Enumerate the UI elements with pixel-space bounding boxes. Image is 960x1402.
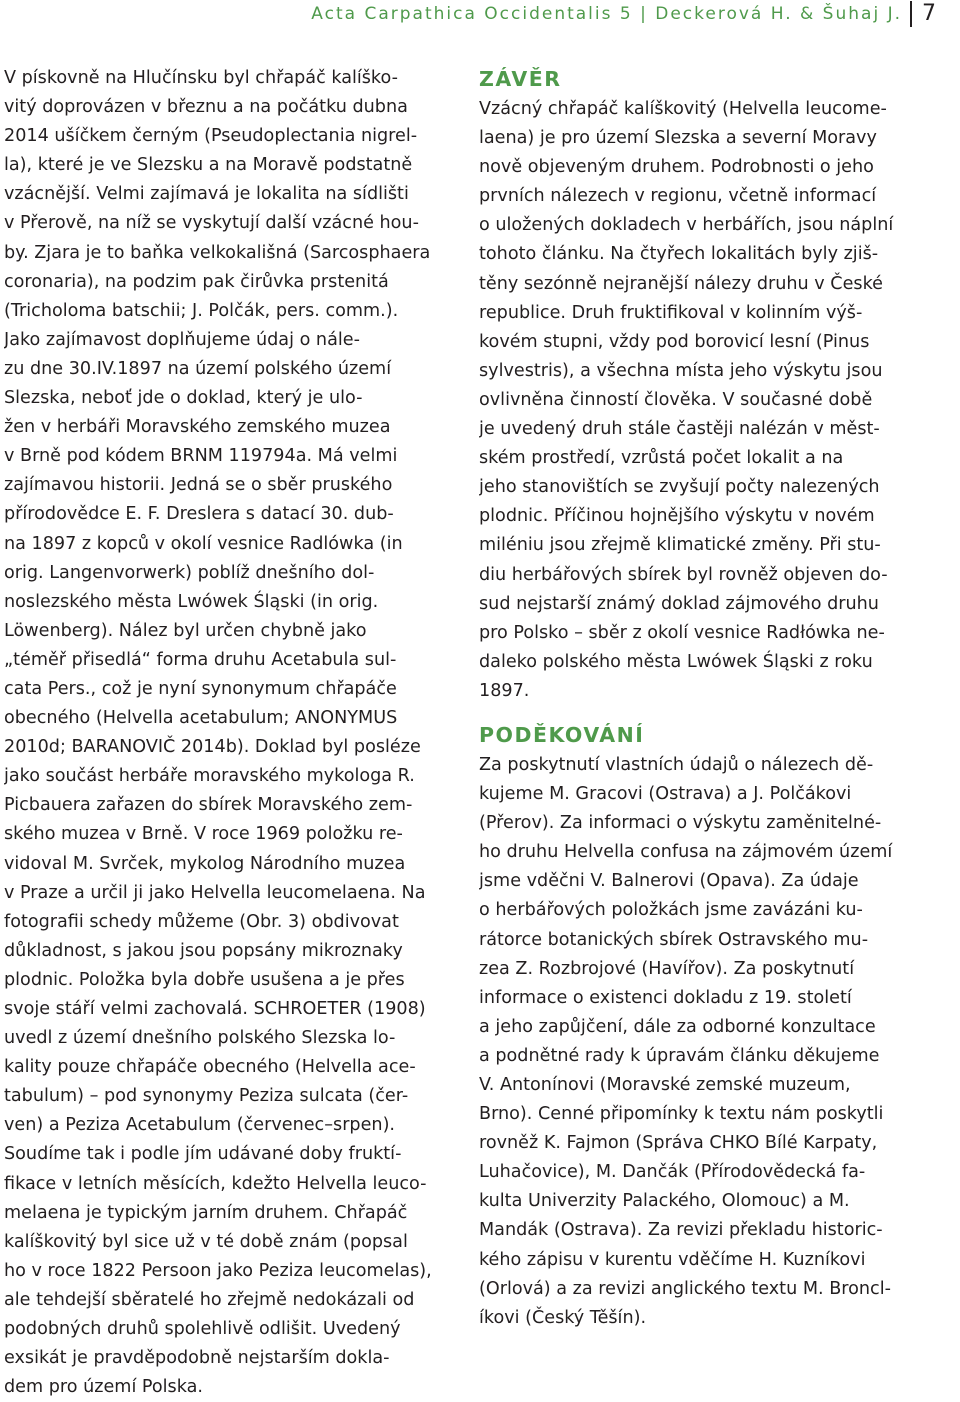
acknowledgement-line: kého zápisu v kurentu vděčíme H. Kuzníkovi — [479, 1249, 866, 1270]
acknowledgement-line: Za poskytnutí vlastních údajů o nálezech dě- — [479, 754, 874, 775]
conclusion-line: pro Polsko – sběr z okolí vesnice Radłówka ne- — [479, 622, 885, 643]
text-line: 2014 ušíčkem černým (Pseudoplectania nigrel- — [4, 126, 418, 147]
conclusion-line: diu herbářových sbírek byl rovněž objeven do- — [479, 564, 888, 585]
text-line: coronaria), na podzim pak čirůvka prstenitá — [4, 271, 389, 292]
text-line: (Tricholoma batschii; J. Polčák, pers. comm.). — [4, 300, 399, 321]
text-line: důkladnost, s jakou jsou popsány mikroznaky — [4, 940, 403, 961]
text-line: Jako zajímavost doplňujeme údaj o nále- — [4, 329, 360, 350]
page-header — [0, 0, 960, 40]
conclusion-line: sylvestris), a všechna místa jeho výskytu jsou — [479, 360, 883, 381]
text-line: 2010d; BARANOVIČ 2014b). Doklad byl posléze — [4, 737, 421, 758]
text-line: ale tehdejší sběratelé ho zřejmě nedokázali od — [4, 1289, 415, 1310]
text-line: orig. Langenvorwerk) poblíž dnešního dol- — [4, 562, 375, 583]
text-line: podobných druhů spolehlivě odlišit. Uvedený — [4, 1319, 401, 1340]
acknowledgement-line: íkovi (Český Těšín). — [479, 1307, 647, 1328]
text-line: kalíškovitý byl sice už v té době znám (popsal — [4, 1231, 408, 1252]
text-line: la), které je ve Slezsku a na Moravě podstatně — [4, 155, 413, 176]
conclusion-line: ovlivněna činností člověka. V současné době — [479, 389, 873, 410]
text-line: ského muzea v Brně. V roce 1969 položku re- — [4, 824, 403, 845]
conclusion-line: 1897. — [479, 680, 530, 701]
conclusion-line: jeho stanovištích se zvyšují počty nalezených — [479, 477, 880, 498]
text-line: přírodovědce E. F. Dreslera s datací 30. dub- — [4, 504, 394, 525]
text-line: „téměř přisedlá“ forma druhu Acetabula sul- — [4, 649, 397, 670]
conclusion-line: laena) je pro území Slezska a severní Moravy — [479, 128, 877, 149]
acknowledgement-line: informace o existenci dokladu z 19. století — [479, 987, 852, 1008]
text-line: vidoval M. Svrček, mykolog Národního muzea — [4, 853, 406, 874]
text-line: vzácnější. Velmi zajímavá je lokalita na sídlišti — [4, 184, 409, 205]
text-line: by. Zjara je to baňka velkokališná (Sarcosphaera — [4, 242, 431, 263]
text-line: plodnic. Položka byla dobře usušena a je přes — [4, 969, 405, 990]
text-line: v Brně pod kódem BRNM 119794a. Má velmi — [4, 446, 398, 467]
text-line: cata Pers., což je nyní synonymum chřapáče — [4, 678, 397, 699]
left-column — [4, 64, 449, 1402]
conclusion-heading: ZÁVĚR — [479, 67, 562, 91]
text-line: fikace v letních měsících, kdežto Helvella leuco- — [4, 1173, 427, 1194]
section-spacer — [479, 706, 919, 720]
acknowledgement-line: Brno). Cenné připomínky k textu nám poskytli — [479, 1104, 884, 1125]
conclusion-line: o uložených dokladech v herbářích, jsou náplní — [479, 215, 894, 236]
acknowledgement-line: jsme vděčni V. Balnerovi (Opava). Za údaje — [479, 871, 859, 892]
text-line: Slezska, neboť jde o doklad, který je ulo- — [4, 388, 363, 409]
page-number: 7 — [910, 1, 936, 27]
acknowledgement-heading: PODĚKOVÁNÍ — [479, 722, 645, 747]
acknowledgement-line: kulta Univerzity Palackého, Olomouc) a M. — [479, 1191, 850, 1212]
conclusion-line: plodnic. Příčinou hojnějšího výskytu v novém — [479, 506, 875, 527]
text-line: melaena je typickým jarním druhem. Chřapáč — [4, 1202, 408, 1223]
conclusion-line: nově objeveným druhem. Podrobnosti o jeho — [479, 157, 874, 178]
text-line: obecného (Helvella acetabulum; ANONYMUS — [4, 708, 398, 729]
text-line: žen v herbáři Moravského zemského muzea — [4, 417, 391, 438]
text-line: svoje stáří velmi zachovalá. SCHROETER (1908) — [4, 999, 426, 1019]
acknowledgement-line: kujeme M. Gracovi (Ostrava) a J. Polčákovi — [479, 784, 852, 805]
text-line: V pískovně na Hlučínsku byl chřapáč kalíško- — [4, 68, 398, 88]
text-line: exsikát je pravděpodobně nejstarším doklа- — [4, 1348, 390, 1369]
text-line: vitý doprovázen v březnu a na počátku dubna — [4, 97, 408, 118]
acknowledgement-line: rátorce botanických sbírek Ostravského mu- — [479, 929, 869, 950]
text-line: zajímavou historii. Jedná se o sběr pruského — [4, 475, 393, 496]
text-line: uvedl z území dnešního polského Slezska lo- — [4, 1028, 396, 1049]
right-column — [479, 64, 919, 1333]
acknowledgement-line: (Orlová) a za revizi anglického textu M. Broncl- — [479, 1278, 891, 1299]
text-line: zu dne 30.IV.1897 na území polského území — [4, 358, 392, 379]
text-line: dem pro území Polska. — [4, 1377, 203, 1398]
conclusion-line: tohoto článku. Na čtyřech lokalitách byly zjiš- — [479, 244, 879, 265]
text-line: na 1897 z kopců v okolí vesnice Radlówka (in — [4, 533, 403, 554]
conclusion-line: ském prostředí, vzrůstá počet lokalit a na — [479, 448, 844, 469]
text-line: v Přerově, na níž se vyskytují další vzácné hou- — [4, 213, 419, 234]
text-line: Soudíme tak i podle jím udávané doby fruktí- — [4, 1144, 402, 1165]
conclusion-line: těny sezónně nejranější nálezy druhu v České — [479, 273, 883, 294]
acknowledgement-line: ho druhu Helvella confusa na zájmovém území — [479, 842, 893, 863]
text-line: jako součást herbáře moravského mykologa R. — [4, 766, 415, 787]
text-line: v Praze a určil ji jako Helvella leucomelaena. Na — [4, 882, 426, 903]
acknowledgement-line: o herbářových položkách jsme zavázáni ku- — [479, 900, 863, 921]
text-line: Picbauera zařazen do sbírek Moravského zem- — [4, 795, 413, 816]
conclusion-body — [479, 95, 919, 706]
text-line: Löwenberg). Nález byl určen chybně jako — [4, 620, 367, 641]
text-line: ho v roce 1822 Persoon jako Peziza leucomelas), — [4, 1260, 432, 1281]
conclusion-line: kovém stupni, vždy pod borovicí lesní (Pinus — [479, 331, 870, 352]
acknowledgement-line: Mandák (Ostrava). Za revizi překladu historic- — [479, 1220, 883, 1241]
acknowledgement-line: V. Antonínovi (Moravské zemské muzeum, — [479, 1075, 851, 1095]
text-line: fotografii schedy můžeme (Obr. 3) obdivovat — [4, 911, 399, 932]
acknowledgement-line: (Přerov). Za informaci o výskytu zaměnitelné- — [479, 813, 882, 834]
conclusion-line: je uvedený druh stále častěji nalézán v měst- — [479, 419, 880, 440]
conclusion-line: republice. Druh fruktifikoval v kolinním výš- — [479, 302, 863, 323]
text-line: noslezského města Lwówek Śląski (in orig. — [4, 591, 379, 612]
conclusion-line: miléniu jsou zřejmě klimatické změny. Při stu- — [479, 535, 881, 556]
conclusion-line: sud nejstarší známý doklad zájmového druhu — [479, 593, 879, 614]
text-line: tabulum) – pod synonymy Peziza sulcata (čer- — [4, 1086, 409, 1107]
conclusion-line: daleko polského města Lwówek Śląski z roku — [479, 651, 873, 672]
acknowledgement-line: a podnětné rady k úpravám článku děkujeme — [479, 1045, 880, 1066]
acknowledgement-line: zea Z. Rozbrojové (Havířov). Za poskytnutí — [479, 958, 855, 979]
conclusion-line: prvních nálezech v regionu, včetně informací — [479, 186, 877, 207]
acknowledgement-line: Luhačovice), M. Dančák (Přírodovědecká fa- — [479, 1162, 866, 1183]
running-head: Acta Carpathica Occidentalis 5 | Deckerová H. & Šuhaj J. — [311, 4, 902, 24]
text-line: ven) a Peziza Acetabulum (červenec–srpen). — [4, 1115, 396, 1136]
acknowledgement-line: a jeho zapůjčení, dále za odborné konzultace — [479, 1016, 876, 1037]
acknowledgement-body — [479, 751, 919, 1333]
text-line: kality pouze chřapáče obecného (Helvella ace- — [4, 1057, 416, 1078]
conclusion-line: Vzácný chřapáč kalíškovitý (Helvella leucome- — [479, 99, 887, 119]
acknowledgement-line: rovněž K. Fajmon (Správa CHKO Bílé Karpaty, — [479, 1133, 878, 1154]
